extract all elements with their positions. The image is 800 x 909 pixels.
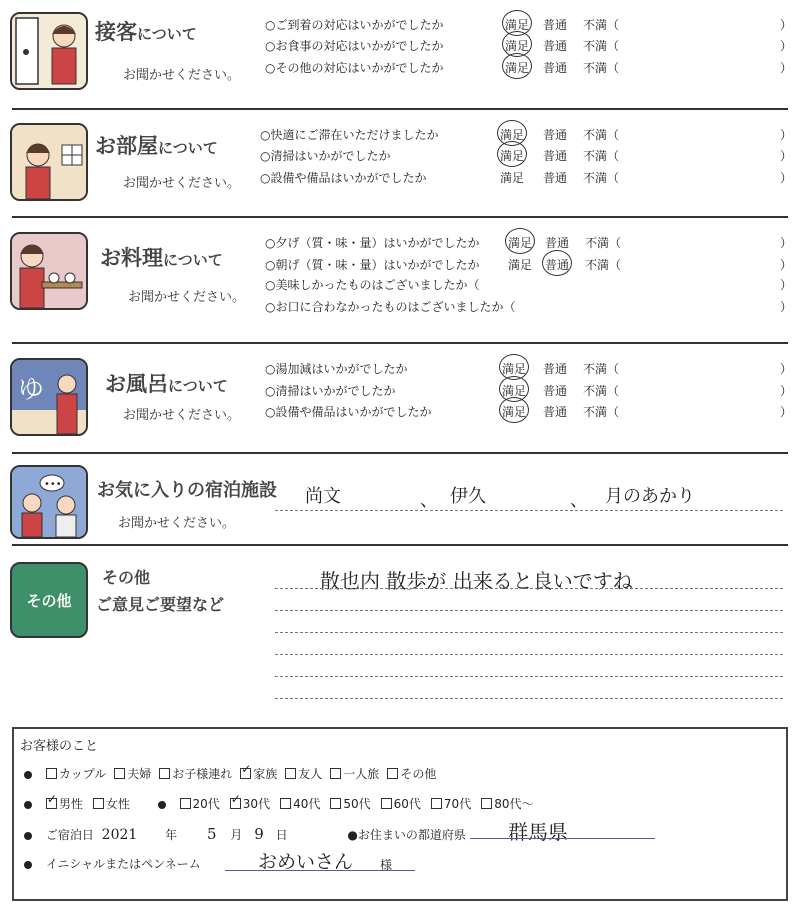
checkbox-label: その他 <box>400 767 437 781</box>
favorite-answer-1: 尚文 <box>305 486 341 507</box>
close-paren: ） <box>780 258 793 272</box>
close-paren: ） <box>780 149 793 163</box>
close-paren: ） <box>780 236 793 250</box>
room-illustration-icon <box>10 123 88 201</box>
close-paren: ） <box>780 171 793 185</box>
question-text: ○ご到着の対応はいかがでしたか <box>265 18 444 32</box>
favorite-separator: 、 <box>570 490 588 511</box>
month-label: 月 <box>230 828 243 842</box>
close-paren: ） <box>780 18 793 32</box>
answer-line <box>275 510 783 511</box>
question-text: ○設備や備品はいかがでしたか <box>260 171 427 185</box>
section-subtitle: お聞かせください。 <box>123 176 241 191</box>
question-text: ○快適にご滞在いただけましたか <box>260 128 439 142</box>
close-paren: ） <box>780 300 793 314</box>
checkbox-icon[interactable] <box>387 768 398 779</box>
question-text: ○お口に合わなかったものはございましたか（ <box>265 300 516 314</box>
checkbox-label: 夫婦 <box>127 767 152 781</box>
checkbox-option[interactable] <box>481 797 533 811</box>
rating-option[interactable]: 不満（ <box>583 171 620 185</box>
chat-illustration-icon <box>10 465 88 539</box>
rating-option[interactable]: 不満（ <box>585 236 622 250</box>
stay-month: 5 <box>206 825 217 843</box>
close-paren: ） <box>780 384 793 398</box>
initial-label: イニシャルまたはペンネーム <box>45 857 201 871</box>
rating-option[interactable]: 満足 <box>505 18 530 32</box>
checkbox-icon[interactable] <box>240 768 251 779</box>
checkbox-option[interactable] <box>431 797 471 811</box>
checkbox-icon[interactable] <box>285 768 296 779</box>
answer-line <box>275 698 783 699</box>
rating-option[interactable]: 普通 <box>545 258 570 272</box>
checkbox-icon[interactable] <box>431 798 442 809</box>
rating-option[interactable]: 不満（ <box>583 362 620 376</box>
svg-text:•••: ••• <box>44 479 62 490</box>
rating-option[interactable]: 満足 <box>500 171 525 185</box>
section-title: お料理について <box>100 245 223 270</box>
question-text: ○お食事の対応はいかがでしたか <box>265 39 444 53</box>
other-title-line1: その他 <box>102 568 151 587</box>
selected-circle-mark <box>505 228 535 254</box>
question-text: ○清掃はいかがでしたか <box>260 149 391 163</box>
favorite-subtitle: お聞かせください。 <box>118 516 236 531</box>
answer-line <box>275 654 783 655</box>
checkbox-option[interactable] <box>46 767 106 781</box>
checkbox-option[interactable] <box>240 767 277 781</box>
initial-underline <box>225 870 415 871</box>
honorific: 様 <box>380 858 393 872</box>
rating-option[interactable]: 普通 <box>543 362 568 376</box>
stay-day: 9 <box>254 825 264 843</box>
section-title: お部屋について <box>95 133 218 158</box>
checkbox-label: 女性 <box>105 797 130 811</box>
checkbox-option[interactable] <box>180 797 220 811</box>
checkbox-icon[interactable] <box>381 798 392 809</box>
bullet-icon <box>24 861 32 869</box>
rating-option[interactable]: 不満（ <box>583 18 620 32</box>
answer-line <box>275 676 783 677</box>
rating-option[interactable]: 普通 <box>543 128 568 142</box>
favorite-title: お気に入りの宿泊施設 <box>97 480 277 501</box>
checkbox-option[interactable] <box>280 797 320 811</box>
rating-option[interactable]: 普通 <box>543 18 568 32</box>
rating-option[interactable]: 普通 <box>543 149 568 163</box>
rating-option[interactable]: 普通 <box>543 171 568 185</box>
checkbox-icon[interactable] <box>46 798 57 809</box>
checkbox-icon[interactable] <box>46 768 57 779</box>
selected-circle-mark <box>499 397 529 423</box>
rating-option[interactable]: 不満（ <box>583 405 620 419</box>
separator <box>12 108 788 110</box>
checkbox-label: 30代 <box>242 797 271 811</box>
close-paren: ） <box>780 405 793 419</box>
close-paren: ） <box>780 39 793 53</box>
checkbox-label: 50代 <box>343 797 371 811</box>
customer-heading: お客様のこと <box>20 739 99 754</box>
group-row <box>24 765 444 782</box>
rating-option[interactable]: 普通 <box>545 236 570 250</box>
gender-age-row <box>24 795 543 812</box>
favorite-separator: 、 <box>420 490 438 511</box>
meal-illustration-icon <box>10 232 88 310</box>
checkbox-icon[interactable] <box>330 768 341 779</box>
selected-circle-mark <box>497 141 527 167</box>
checkbox-option[interactable] <box>330 767 379 781</box>
checkbox-option[interactable] <box>46 797 83 811</box>
bullet-icon <box>24 832 32 840</box>
checkbox-option[interactable] <box>159 767 232 781</box>
question-text: ○美味しかったものはございましたか（ <box>265 278 480 292</box>
rating-option[interactable]: 不満（ <box>583 149 620 163</box>
rating-option[interactable]: 満足 <box>508 258 533 272</box>
stay-date-row <box>24 825 466 843</box>
bullet-icon <box>158 801 166 809</box>
separator <box>12 216 788 218</box>
rating-option[interactable]: 普通 <box>543 61 568 75</box>
answer-line <box>275 610 783 611</box>
rating-option[interactable]: 不満（ <box>585 258 622 272</box>
checkbox-label: 友人 <box>298 767 323 781</box>
favorite-answer-3: 月のあかり <box>605 486 695 507</box>
rating-option[interactable]: 不満（ <box>583 384 620 398</box>
rating-option[interactable]: 満足 <box>505 39 530 53</box>
checkbox-label: 80代〜 <box>494 797 534 811</box>
answer-line <box>275 588 783 589</box>
door-illustration-icon <box>10 12 88 90</box>
close-paren: ） <box>780 128 793 142</box>
favorite-answer-2: 伊久 <box>450 486 486 507</box>
close-paren: ） <box>780 362 793 376</box>
section-subtitle: お聞かせください。 <box>128 290 246 305</box>
other-answer: 散也内 散歩が 出来ると良いですね <box>320 569 633 593</box>
initial-value: おめいさん <box>258 851 354 873</box>
separator <box>12 342 788 344</box>
checkbox-option[interactable] <box>381 797 421 811</box>
question-text: ○清掃はいかがでしたか <box>265 384 396 398</box>
question-text: ○湯加減はいかがでしたか <box>265 362 408 376</box>
stay-date-label: ご宿泊日 <box>45 828 94 842</box>
rating-option[interactable]: 満足 <box>505 61 530 75</box>
rating-option[interactable]: 不満（ <box>583 61 620 75</box>
checkbox-label: 70代 <box>443 797 472 811</box>
checkbox-icon[interactable] <box>230 798 241 809</box>
prefecture-underline <box>470 838 655 839</box>
other-title-line2: ご意見ご要望など <box>96 595 225 614</box>
rating-option[interactable]: 満足 <box>500 128 525 142</box>
checkbox-option[interactable] <box>285 767 322 781</box>
checkbox-label: 40代 <box>293 797 321 811</box>
initial-row <box>24 855 201 872</box>
svg-text:ゆ: ゆ <box>18 375 45 405</box>
rating-option[interactable]: 満足 <box>502 405 527 419</box>
rating-option[interactable]: 満足 <box>502 384 527 398</box>
rating-option[interactable]: 満足 <box>500 149 525 163</box>
rating-option[interactable]: 不満（ <box>583 39 620 53</box>
checkbox-option[interactable] <box>93 797 130 811</box>
bullet-icon <box>24 771 32 779</box>
checkbox-option[interactable] <box>330 797 370 811</box>
question-text: ○設備や備品はいかがでしたか <box>265 405 432 419</box>
other-badge: その他 <box>10 562 88 638</box>
stay-year: 2021 <box>101 827 138 843</box>
separator <box>12 452 788 454</box>
selected-circle-mark <box>542 250 572 276</box>
checkbox-icon[interactable] <box>114 768 125 779</box>
prefecture-value: 群馬県 <box>508 820 568 844</box>
checkbox-label: 家族 <box>253 767 278 781</box>
answer-line <box>275 632 783 633</box>
checkbox-label: お子様連れ <box>172 767 233 781</box>
day-label: 日 <box>275 828 288 842</box>
checkbox-label: 60代 <box>393 797 421 811</box>
checkbox-icon[interactable] <box>180 798 191 809</box>
question-text: ○夕げ（質・味・量）はいかがでしたか <box>265 236 480 250</box>
checkbox-option[interactable] <box>114 767 151 781</box>
checkbox-label: 一人旅 <box>343 767 380 781</box>
checkbox-icon[interactable] <box>159 768 170 779</box>
selected-circle-mark <box>502 53 532 79</box>
customer-info-box <box>12 727 788 901</box>
bath-illustration-icon <box>10 358 88 436</box>
close-paren: ） <box>780 278 793 292</box>
close-paren: ） <box>780 61 793 75</box>
prefecture-label: ●お住まいの都道府県 <box>347 828 466 842</box>
rating-option[interactable]: 普通 <box>543 384 568 398</box>
section-subtitle: お聞かせください。 <box>123 68 241 83</box>
checkbox-icon[interactable] <box>481 798 492 809</box>
section-title: お風呂について <box>105 371 228 396</box>
question-text: ○朝げ（質・味・量）はいかがでしたか <box>265 258 480 272</box>
rating-option[interactable]: 不満（ <box>583 128 620 142</box>
checkbox-label: 20代 <box>192 797 220 811</box>
separator <box>12 544 788 546</box>
checkbox-label: 男性 <box>58 797 83 811</box>
section-title: 接客について <box>95 19 197 44</box>
rating-option[interactable]: 満足 <box>502 362 527 376</box>
checkbox-option[interactable] <box>230 797 270 811</box>
checkbox-label: カップル <box>58 767 107 781</box>
rating-option[interactable]: 普通 <box>543 405 568 419</box>
question-text: ○その他の対応はいかがでしたか <box>265 61 444 75</box>
checkbox-icon[interactable] <box>93 798 104 809</box>
checkbox-icon[interactable] <box>280 798 291 809</box>
rating-option[interactable]: 満足 <box>508 236 533 250</box>
checkbox-icon[interactable] <box>330 798 341 809</box>
year-label: 年 <box>165 828 178 842</box>
section-subtitle: お聞かせください。 <box>123 408 241 423</box>
bullet-icon <box>24 801 32 809</box>
rating-option[interactable]: 普通 <box>543 39 568 53</box>
checkbox-option[interactable] <box>387 767 436 781</box>
